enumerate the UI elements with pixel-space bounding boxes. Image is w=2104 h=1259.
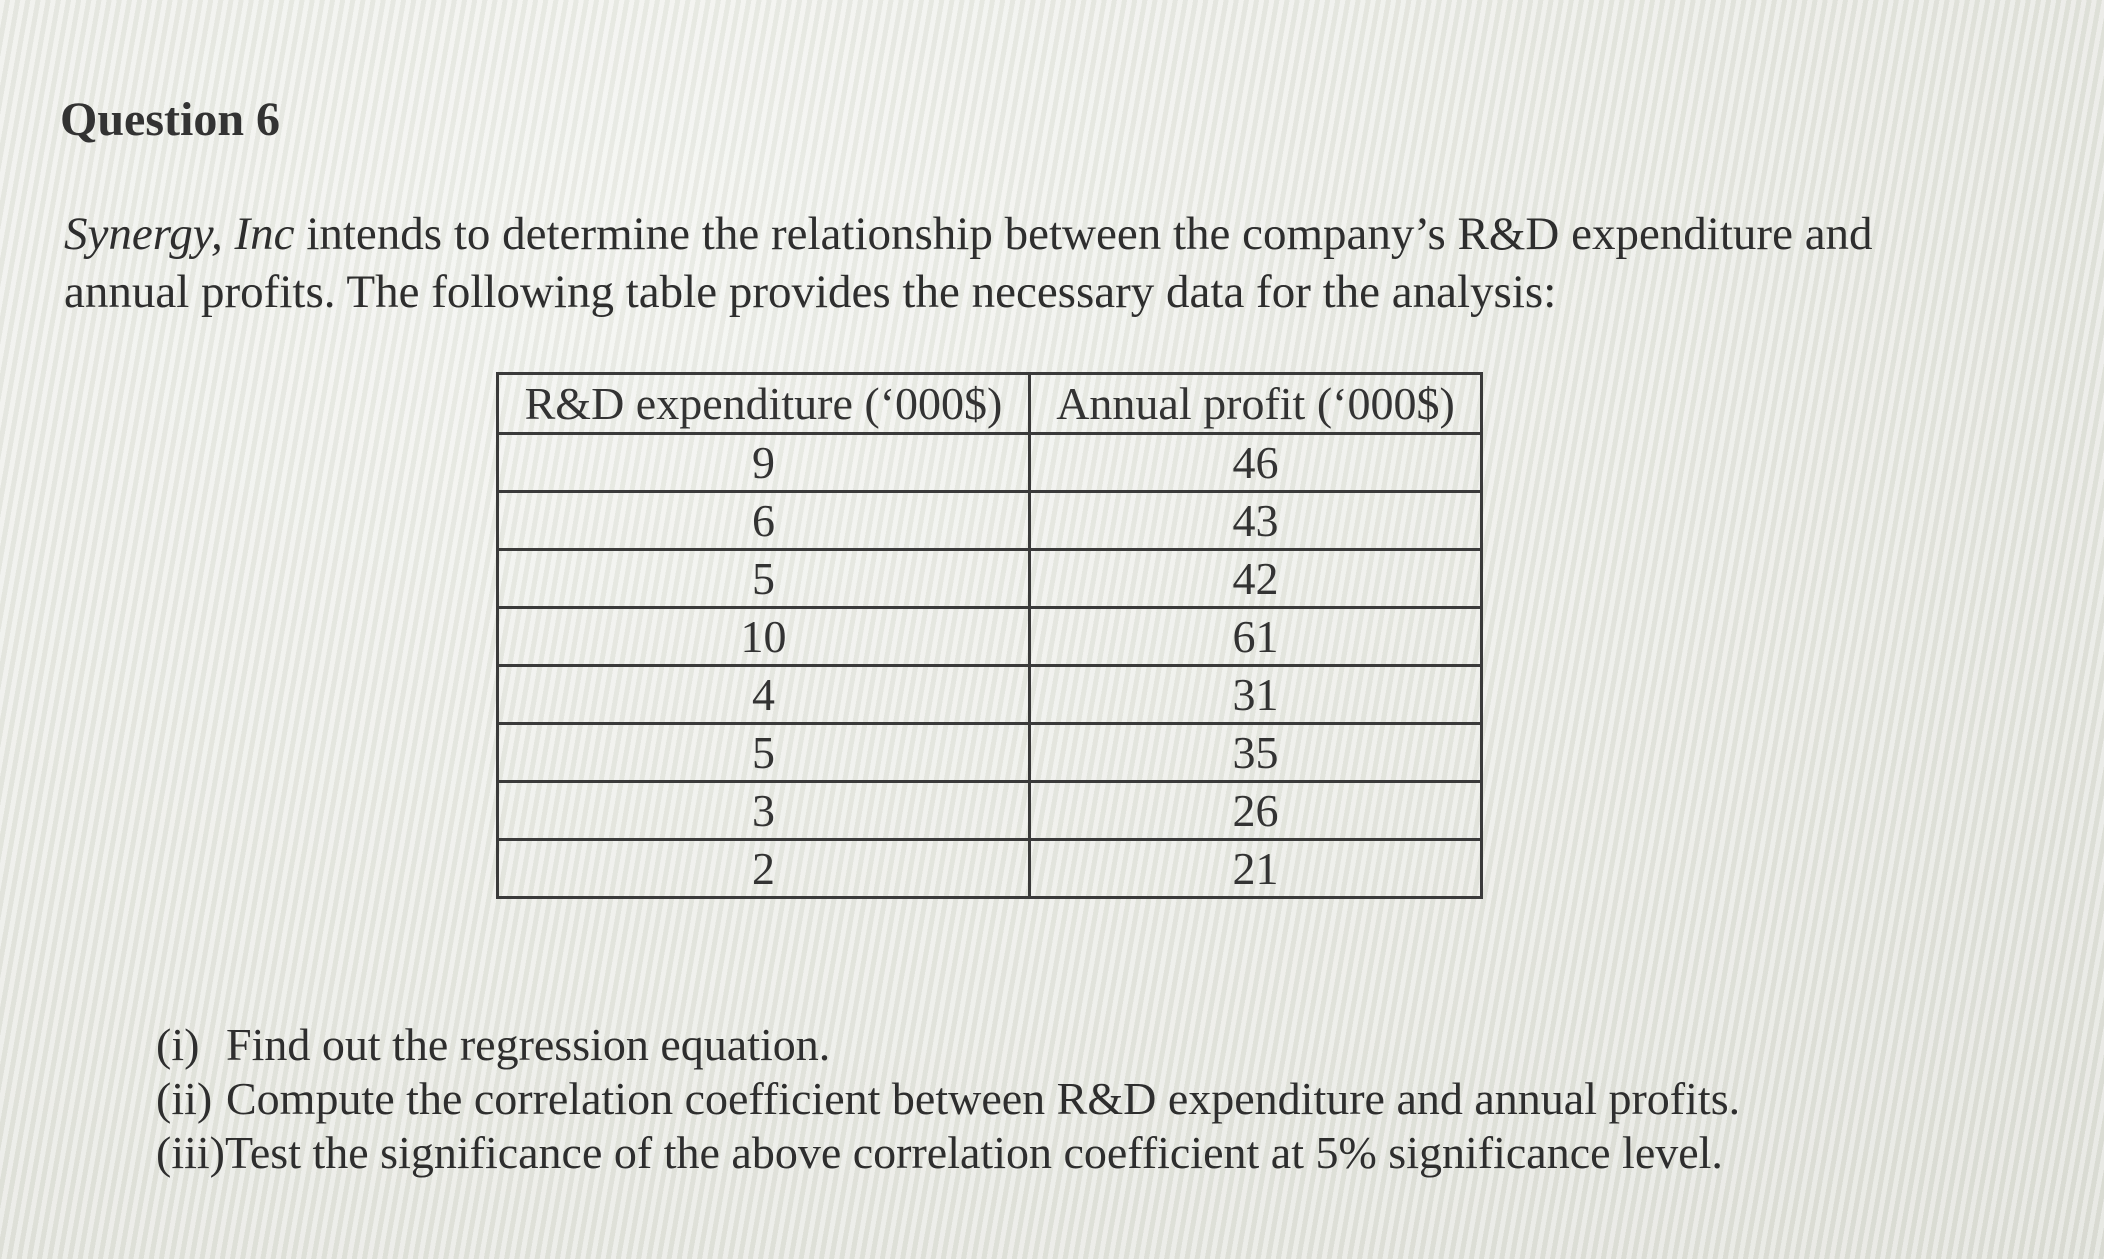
table-row xyxy=(498,840,1482,898)
profit-cell: 35 xyxy=(1030,724,1482,782)
rd-cell: 4 xyxy=(498,666,1030,724)
table-header-row xyxy=(498,374,1482,434)
rd-cell: 2 xyxy=(498,840,1030,898)
rd-cell: 10 xyxy=(498,608,1030,666)
task-list xyxy=(156,1018,1740,1180)
rd-cell: 6 xyxy=(498,492,1030,550)
rd-cell: 5 xyxy=(498,550,1030,608)
intro-line2: annual profits. The following table provides the necessary data for the analysis: xyxy=(64,266,1557,318)
data-table xyxy=(496,372,1483,899)
task-text: Test the significance of the above correlation coefficient at 5% significance level. xyxy=(224,1127,1723,1178)
data-table-container xyxy=(496,372,1480,894)
rd-cell: 5 xyxy=(498,724,1030,782)
rd-cell: 9 xyxy=(498,434,1030,492)
table-row xyxy=(498,492,1482,550)
table-row xyxy=(498,550,1482,608)
profit-cell: 26 xyxy=(1030,782,1482,840)
task-item-iii xyxy=(156,1126,1740,1180)
task-text: Compute the correlation coefficient between R&D expenditure and annual profits. xyxy=(226,1073,1741,1124)
task-text: Find out the regression equation. xyxy=(226,1019,831,1070)
profit-cell: 46 xyxy=(1030,434,1482,492)
header-rd-expenditure: R&D expenditure (‘000$) xyxy=(498,374,1030,434)
task-item-ii xyxy=(156,1072,1740,1126)
task-number: (ii) xyxy=(156,1073,213,1124)
header-annual-profit: Annual profit (‘000$) xyxy=(1030,374,1482,434)
profit-cell: 31 xyxy=(1030,666,1482,724)
table-row xyxy=(498,608,1482,666)
task-number: (i) xyxy=(156,1019,200,1070)
company-name: Synergy, Inc xyxy=(64,208,295,260)
table-row xyxy=(498,782,1482,840)
table-row xyxy=(498,666,1482,724)
table-row xyxy=(498,434,1482,492)
profit-cell: 21 xyxy=(1030,840,1482,898)
table-row xyxy=(498,724,1482,782)
rd-cell: 3 xyxy=(498,782,1030,840)
intro-paragraph xyxy=(64,205,2024,321)
profit-cell: 43 xyxy=(1030,492,1482,550)
profit-cell: 61 xyxy=(1030,608,1482,666)
profit-cell: 42 xyxy=(1030,550,1482,608)
intro-line1: intends to determine the relationship between the company’s R&D expenditure and xyxy=(294,208,1873,260)
task-item-i xyxy=(156,1018,1740,1072)
task-number: (iii) xyxy=(156,1127,225,1178)
question-title: Question 6 xyxy=(60,93,281,146)
